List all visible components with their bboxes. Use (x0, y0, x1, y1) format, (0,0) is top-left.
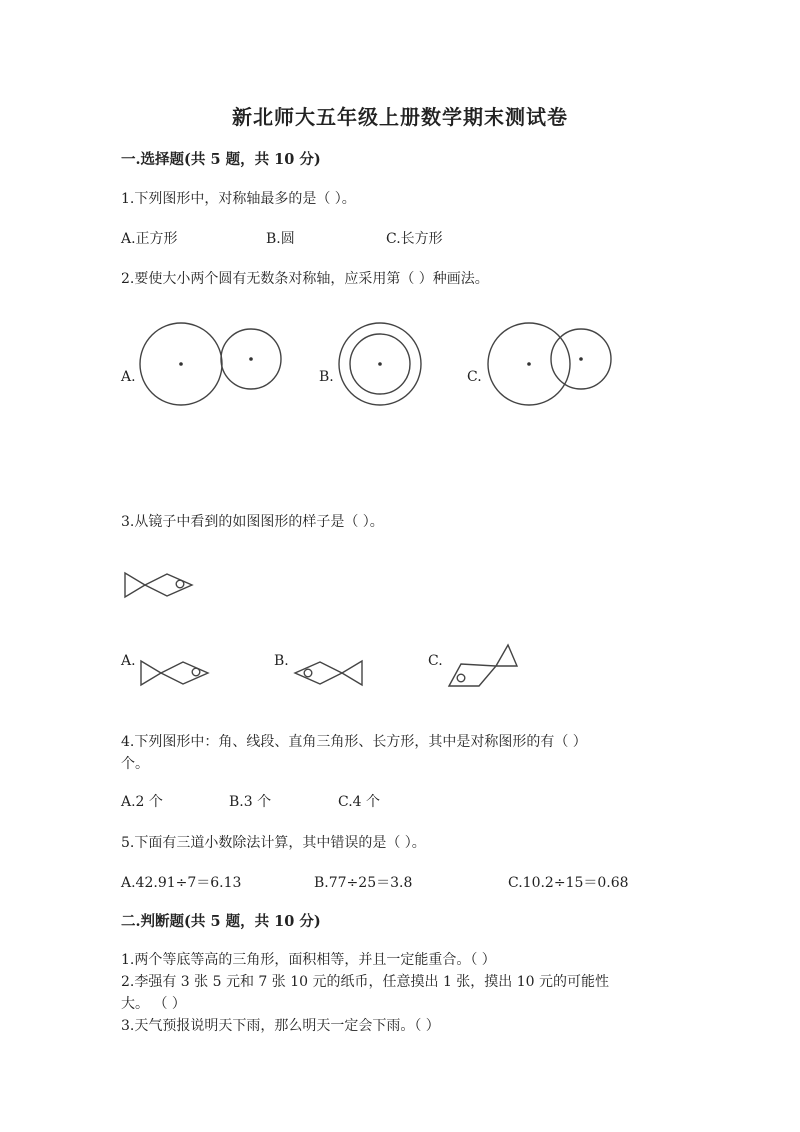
question-2: 2.要使大小两个圆有无数条对称轴，应采用第（ ）种画法。 (121, 271, 489, 287)
q2-option-c-label[interactable]: C. (467, 369, 482, 385)
q4-option-b[interactable]: B.3 个 (229, 794, 272, 810)
q4-option-c[interactable]: C.4 个 (338, 794, 381, 810)
question-4: 4.下列图形中：角、线段、直角三角形、长方形，其中是对称图形的有（ ） (121, 734, 587, 750)
question-1: 1.下列图形中，对称轴最多的是（ ）。 (121, 191, 356, 207)
page-title: 新北师大五年级上册数学期末测试卷 (232, 105, 568, 129)
q2-figure-c-overlapping-circles (483, 318, 623, 413)
q3-figure-c-rotated-fish (448, 645, 520, 690)
q3-figure-b-mirrored-fish (294, 658, 366, 688)
question-4-continued: 个。 (121, 756, 149, 772)
tf-question-2: 2.李强有 3 张 5 元和 7 张 10 元的纸币，任意摸出 1 张，摸出 10 元的可能性 (121, 974, 610, 990)
q3-figure-a-fish (140, 658, 212, 688)
tf-question-1: 1.两个等底等高的三角形，面积相等，并且一定能重合。（ ） (121, 952, 496, 968)
q5-option-b[interactable]: B.77÷25＝3.8 (314, 875, 413, 891)
tf-question-3: 3.天气预报说明天下雨，那么明天一定会下雨。（ ） (121, 1018, 440, 1034)
q2-figure-b-concentric-circles (334, 318, 429, 413)
section-heading-true-false: 二.判断题(共 5 题，共 10 分) (121, 913, 321, 930)
q1-option-b[interactable]: B.圆 (266, 231, 295, 247)
q2-figure-a-separate-circles (135, 318, 285, 413)
q3-original-fish-figure (124, 570, 196, 600)
section-heading-choice: 一.选择题(共 5 题，共 10 分) (121, 151, 321, 168)
q2-option-b-label[interactable]: B. (319, 369, 334, 385)
q4-option-a[interactable]: A.2 个 (121, 794, 163, 810)
q5-option-a[interactable]: A.42.91÷7＝6.13 (121, 875, 242, 891)
q1-option-a[interactable]: A.正方形 (121, 231, 178, 247)
q1-option-c[interactable]: C.长方形 (386, 231, 443, 247)
q5-option-c[interactable]: C.10.2÷15＝0.68 (508, 875, 629, 891)
q3-option-b-label[interactable]: B. (274, 653, 289, 669)
tf-question-2-continued: 大。 （ ） (121, 996, 186, 1012)
question-3: 3.从镜子中看到的如图图形的样子是（ ）。 (121, 514, 384, 530)
question-5: 5.下面有三道小数除法计算，其中错误的是（ ）。 (121, 835, 426, 851)
q2-option-a-label[interactable]: A. (121, 369, 136, 385)
q3-option-a-label[interactable]: A. (121, 653, 136, 669)
q3-option-c-label[interactable]: C. (428, 653, 443, 669)
